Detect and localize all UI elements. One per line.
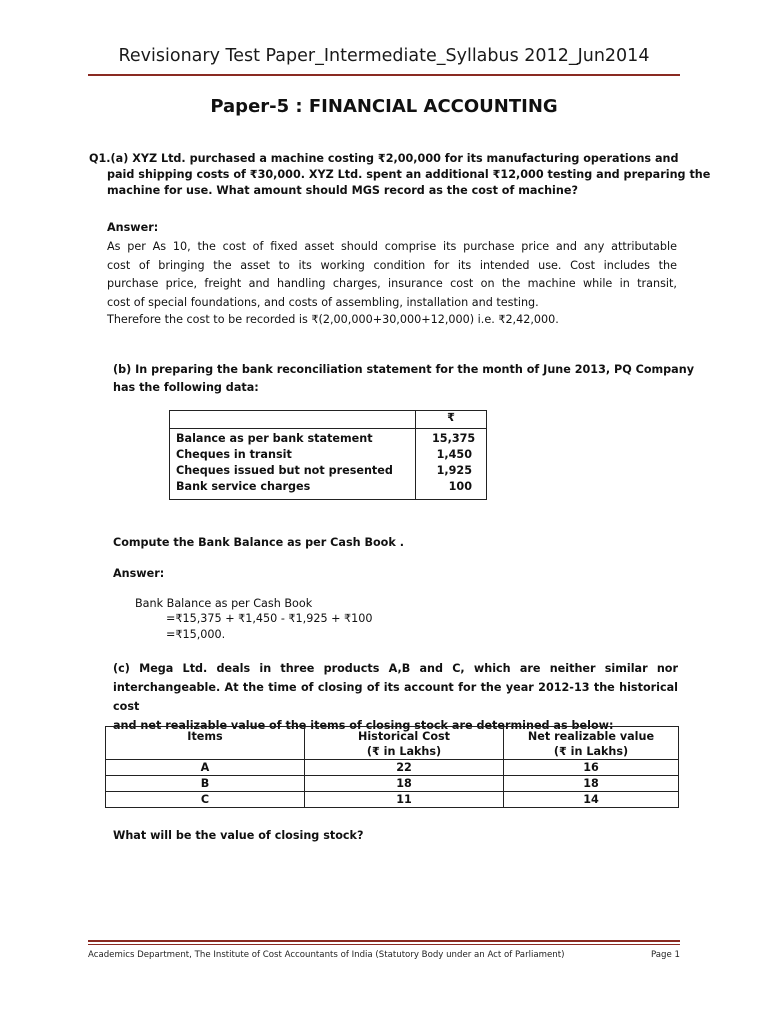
page-number: Page 1 — [650, 950, 680, 960]
table-cell: 18 — [305, 776, 504, 792]
table-cell: 11 — [305, 792, 504, 808]
table-cell: 14 — [504, 792, 679, 808]
table-row — [106, 792, 679, 808]
q1b-answer-line: Bank Balance as per Cash Book — [135, 597, 313, 610]
q1c-line: and net realizable value of the items of closing stock are determined as below: — [113, 719, 614, 732]
value-column — [416, 429, 487, 500]
q1a-line-2: paid shipping costs of ₹30,000. XYZ Ltd. spent an additional ₹12,000 testing and preparing the — [107, 168, 711, 181]
q1c-line: (c) Mega Ltd. deals in three products A,B and C, which are neither similar nor — [113, 662, 678, 675]
label-column — [170, 429, 416, 500]
table-header-row — [170, 411, 487, 429]
header-rule — [88, 74, 680, 76]
table-cell: 22 — [305, 760, 504, 776]
running-header: Revisionary Test Paper_Intermediate_Syllabus 2012_Jun2014 — [118, 46, 650, 66]
table-cell: 18 — [504, 776, 679, 792]
q1b-answer-label: Answer: — [113, 567, 165, 580]
q1b-line-2: has the following data: — [113, 381, 259, 394]
table-header — [106, 727, 305, 760]
q1c-question — [113, 659, 678, 735]
q1a-answer-line: purchase price, freight and handling charges, insurance cost on the machine while in transit, — [107, 277, 677, 290]
footer-rule-thin — [88, 944, 680, 945]
table-row — [106, 776, 679, 792]
header-line: Items — [187, 730, 223, 743]
header-line: Net realizable value — [527, 730, 655, 743]
q1a-answer-line: cost of bringing the asset to its working condition for its intended use. Cost includes the — [107, 258, 677, 272]
table-header-row — [106, 727, 679, 760]
table-cell — [170, 411, 416, 429]
closing-stock-table — [105, 726, 679, 808]
q1b-line-1: (b) In preparing the bank reconciliation statement for the month of June 2013, PQ Company — [113, 363, 694, 376]
q1a-answer-line: Therefore the cost to be recorded is ₹(2,00,000+30,000+12,000) i.e. ₹2,42,000. — [107, 312, 559, 326]
currency-header-cell: ₹ — [416, 411, 487, 429]
header-line: Historical Cost — [357, 730, 451, 743]
q1a-answer-label: Answer: — [107, 221, 159, 234]
table-cell: C — [106, 792, 305, 808]
table-header — [504, 727, 679, 760]
q1a-answer-line: As per As 10, the cost of fixed asset should comprise its purchase price and any attributable — [107, 240, 677, 253]
table-label: Balance as per bank statement — [176, 432, 373, 445]
table-header — [305, 727, 504, 760]
q1b-answer-line: =₹15,000. — [166, 628, 226, 641]
header-line: (₹ in Lakhs) — [553, 745, 629, 758]
footer — [88, 950, 680, 960]
table-label: Bank service charges — [176, 480, 311, 493]
table-cell: 16 — [504, 760, 679, 776]
table-value: 1,450 — [436, 448, 472, 461]
bank-data-table — [169, 410, 487, 500]
q1a-answer-body — [107, 238, 677, 328]
q1a-answer-line: cost of special foundations, and costs of assembling, installation and testing. — [107, 295, 539, 309]
q1b-answer-line: =₹15,375 + ₹1,450 - ₹1,925 + ₹100 — [166, 612, 373, 625]
compute-instruction: Compute the Bank Balance as per Cash Book . — [113, 536, 404, 549]
closing-stock-question: What will be the value of closing stock? — [113, 829, 364, 842]
table-value: 1,925 — [436, 464, 472, 477]
footer-rule — [88, 940, 680, 942]
footer-text: Academics Department, The Institute of Cost Accountants of India (Statutory Body under an Act of Parliament) — [88, 950, 565, 960]
table-value: 100 — [448, 480, 472, 493]
q1a-line-1: Q1.(a) XYZ Ltd. purchased a machine costing ₹2,00,000 for its manufacturing operations and — [89, 152, 679, 165]
q1a-line-3: machine for use. What amount should MGS record as the cost of machine? — [107, 184, 578, 197]
paper-title: Paper-5 : FINANCIAL ACCOUNTING — [210, 96, 558, 117]
table-cell: B — [106, 776, 305, 792]
header-line: (₹ in Lakhs) — [366, 745, 442, 758]
table-value: 15,375 — [432, 432, 476, 445]
table-label: Cheques in transit — [176, 448, 292, 461]
table-cell: A — [106, 760, 305, 776]
table-label: Cheques issued but not presented — [176, 464, 393, 477]
q1c-line: interchangeable. At the time of closing of its account for the year 2012-13 the historical cost — [113, 681, 678, 713]
table-row — [106, 760, 679, 776]
table-row — [170, 429, 487, 500]
